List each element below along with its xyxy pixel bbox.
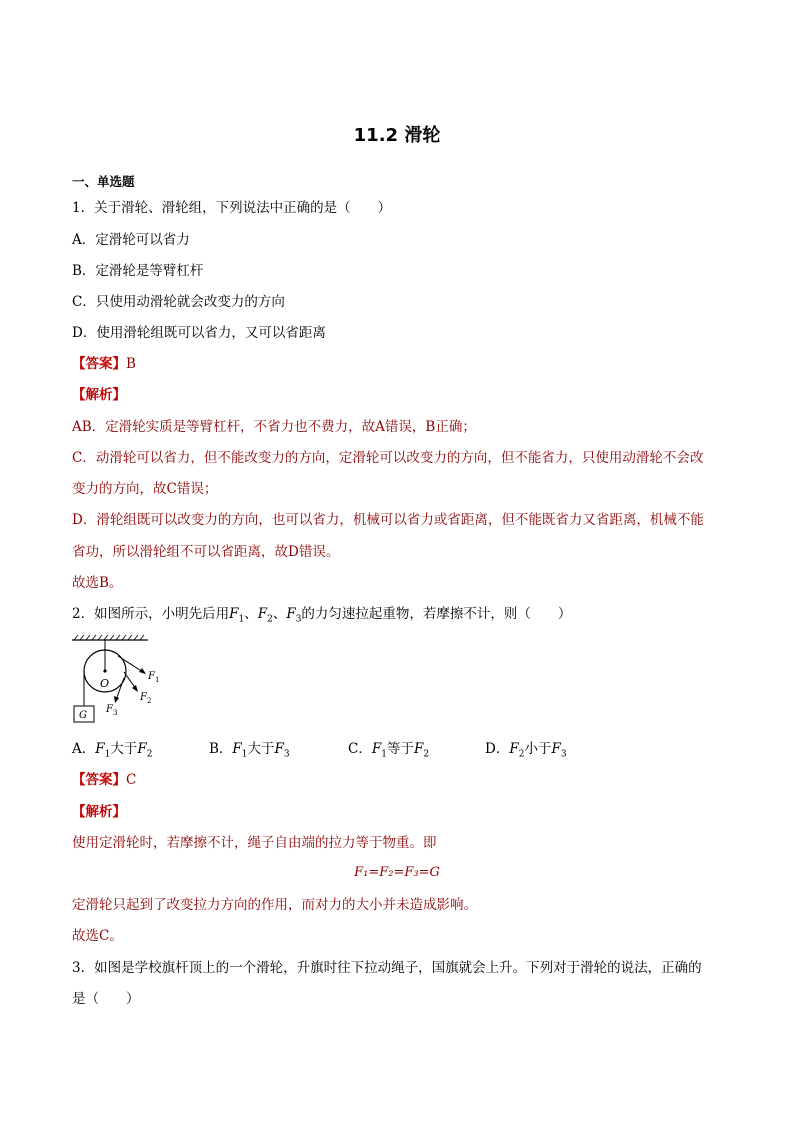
answer-tag: 【答案】 — [72, 772, 126, 788]
pulley-figure — [68, 634, 168, 726]
q1-analysis-tag: 【解析】 — [72, 387, 126, 403]
q1-option-b: B．定滑轮是等臂杠杆 — [72, 263, 204, 279]
q2-conclusion: 故选C。 — [72, 928, 123, 944]
answer-value: C — [126, 772, 137, 788]
q3-stem-line: 3．如图是学校旗杆顶上的一个滑轮，升旗时往下拉动绳子，国旗就会上升。下列对于滑轮的说法，正确的 — [72, 960, 702, 976]
q3-stem-line: 是（ ） — [72, 991, 140, 1007]
q1-analysis-line: D．滑轮组既可以改变力的方向，也可以省力，机械可以省力或省距离，但不能既省力又省距离，机械不能 — [72, 512, 704, 528]
page-title: 11.2 滑轮 — [353, 125, 441, 146]
pulley-center-label: O — [100, 677, 110, 690]
q1-option-c: C．只使用动滑轮就会改变力的方向 — [72, 294, 285, 310]
q2-stem: 2．如图所示，小明先后用$F_1$、$F_2$、$F_3$的力匀速拉起重物，若摩擦不计，则（ ） — [72, 606, 572, 625]
force-label-f1: $F_1$ — [148, 671, 160, 684]
q2-options — [72, 740, 672, 764]
q1-stem: 1．关于滑轮、滑轮组，下列说法中正确的是（ ） — [72, 200, 392, 216]
answer-value: B — [126, 356, 136, 372]
force-label-f3: $F_3$ — [106, 704, 118, 717]
pulley-center — [103, 669, 106, 672]
q1-answer — [72, 355, 136, 373]
q1-conclusion: 故选B。 — [72, 575, 123, 591]
q2-option-c: C．$F_1$等于$F_2$ — [348, 741, 430, 760]
section-heading: 一、单选题 — [72, 174, 135, 189]
q1-analysis-line: AB．定滑轮实质是等臂杠杆，不省力也不费力，故A错误，B正确； — [72, 419, 476, 435]
q1-option-d: D．使用滑轮组既可以省力，又可以省距离 — [72, 325, 326, 341]
force-label-f2: $F_2$ — [140, 692, 152, 705]
q1-analysis-line: 变力的方向，故C错误； — [72, 481, 218, 497]
q2-option-b: B．$F_1$大于$F_3$ — [209, 741, 290, 760]
q1-analysis-line: C．动滑轮可以省力，但不能改变力的方向，定滑轮可以改变力的方向，但不能省力，只使用动滑轮不会改 — [72, 450, 704, 466]
q2-analysis-line: 使用定滑轮时，若摩擦不计，绳子自由端的拉力等于物重。即 — [72, 835, 437, 851]
q2-option-a: A．$F_1$大于$F_2$ — [72, 741, 153, 760]
q2-formula: F₁=F₂=F₃=G — [354, 865, 440, 880]
answer-tag: 【答案】 — [72, 356, 126, 372]
weight-label: G — [79, 710, 87, 721]
q2-answer — [72, 771, 136, 789]
q1-analysis-line: 省功，所以滑轮组不可以省距离，故D错误。 — [72, 544, 340, 560]
q2-analysis-tag: 【解析】 — [72, 804, 126, 820]
q1-option-a: A．定滑轮可以省力 — [72, 232, 190, 248]
ceiling-hatch — [72, 635, 148, 640]
q2-analysis-line: 定滑轮只起到了改变拉力方向的作用，而对力的大小并未造成影响。 — [72, 897, 477, 913]
q2-option-d: D．$F_2$小于$F_3$ — [485, 741, 567, 760]
